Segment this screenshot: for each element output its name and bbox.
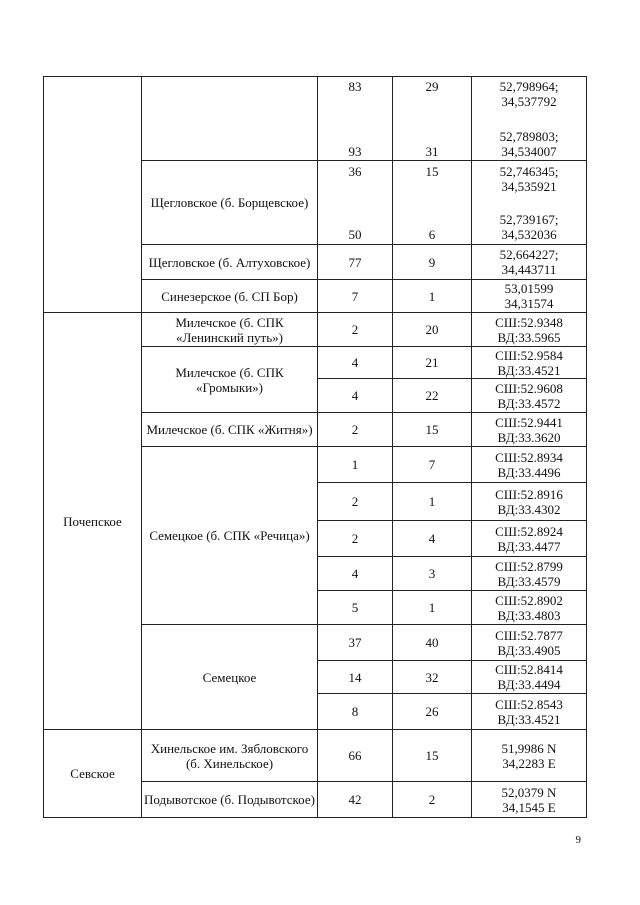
- number-cell: 15: [393, 730, 472, 782]
- coordinate-cell: 53,01599 34,31574: [472, 280, 587, 313]
- number-cell: 21: [393, 347, 472, 379]
- number-cell: 4: [318, 557, 393, 591]
- settlement-cell: Милечское (б. СПК «Громыки»): [142, 347, 318, 413]
- settlement-cell: Щегловское (б. Борщевское): [142, 161, 318, 245]
- settlement-cell: Подывотское (б. Подывотское): [142, 782, 318, 818]
- coordinate-cell: СШ:52.8543 ВД:33.4521: [472, 694, 587, 730]
- number-cell: 3: [393, 557, 472, 591]
- number-cell: 2: [318, 483, 393, 521]
- coordinate-cell: СШ:52.8934 ВД:33.4496: [472, 447, 587, 483]
- settlement-cell: Семецкое: [142, 625, 318, 730]
- coordinate-cell: СШ:52.7877 ВД:33.4905: [472, 625, 587, 661]
- coordinate-cell: 52,664227; 34,443711: [472, 245, 587, 280]
- number-cell: 7: [393, 447, 472, 483]
- number-cell: 22: [393, 379, 472, 413]
- number-cell: 2: [318, 413, 393, 447]
- number-cell: 42: [318, 782, 393, 818]
- settlement-cell: Семецкое (б. СПК «Речица»): [142, 447, 318, 625]
- table-row: [44, 313, 587, 347]
- number-cell: 77: [318, 245, 393, 280]
- settlement-cell: Милечское (б. СПК «Ленинский путь»): [142, 313, 318, 347]
- document-table: [43, 76, 587, 818]
- coordinate-cell: 51,9986 N 34,2283 E: [472, 730, 587, 782]
- coordinate-cell: СШ:52.9348 ВД:33.5965: [472, 313, 587, 347]
- number-cell: 40: [393, 625, 472, 661]
- settlement-cell: Милечское (б. СПК «Житня»): [142, 413, 318, 447]
- coordinate-cell: 52,798964; 34,537792 52,789803; 34,534007: [472, 77, 587, 161]
- table-row: [44, 730, 587, 782]
- number-cell: 5: [318, 591, 393, 625]
- number-cell: 20: [393, 313, 472, 347]
- number-cell: 4: [318, 347, 393, 379]
- number-cell: 4: [318, 379, 393, 413]
- district-cell: Севское: [44, 730, 142, 818]
- page-number: 9: [575, 834, 581, 846]
- coordinate-cell: СШ:52.8916 ВД:33.4302: [472, 483, 587, 521]
- coordinate-cell: СШ:52.8902 ВД:33.4803: [472, 591, 587, 625]
- district-cell: Почепское: [44, 313, 142, 730]
- table-row: [44, 77, 587, 161]
- number-cell: 7: [318, 280, 393, 313]
- number-cell: 9: [393, 245, 472, 280]
- number-cell: 15: [393, 413, 472, 447]
- coordinate-cell: СШ:52.9441 ВД:33.3620: [472, 413, 587, 447]
- coordinate-cell: СШ:52.9584 ВД:33.4521: [472, 347, 587, 379]
- settlement-cell: Синезерское (б. СП Бор): [142, 280, 318, 313]
- number-cell: 32: [393, 661, 472, 694]
- coordinate-cell: СШ:52.8799 ВД:33.4579: [472, 557, 587, 591]
- coordinate-cell: СШ:52.9608 ВД:33.4572: [472, 379, 587, 413]
- number-cell: 8: [318, 694, 393, 730]
- number-cell: 37: [318, 625, 393, 661]
- coordinate-cell: СШ:52.8414 ВД:33.4494: [472, 661, 587, 694]
- number-cell: 2: [393, 782, 472, 818]
- coordinate-cell: 52,746345; 34,535921 52,739167; 34,532036: [472, 161, 587, 245]
- number-cell: 1: [318, 447, 393, 483]
- number-cell: 4: [393, 521, 472, 557]
- coordinate-cell: 52,0379 N 34,1545 E: [472, 782, 587, 818]
- number-cell: 36 50: [318, 161, 393, 245]
- number-cell: 1: [393, 280, 472, 313]
- number-cell: 1: [393, 483, 472, 521]
- coordinate-cell: СШ:52.8924 ВД:33.4477: [472, 521, 587, 557]
- number-cell: 1: [393, 591, 472, 625]
- settlement-cell: [142, 77, 318, 161]
- settlement-cell: Хинельское им. Зябловского (б. Хинельское): [142, 730, 318, 782]
- number-cell: 83 93: [318, 77, 393, 161]
- number-cell: 26: [393, 694, 472, 730]
- number-cell: 14: [318, 661, 393, 694]
- number-cell: 15 6: [393, 161, 472, 245]
- number-cell: 2: [318, 313, 393, 347]
- number-cell: 29 31: [393, 77, 472, 161]
- number-cell: 2: [318, 521, 393, 557]
- number-cell: 66: [318, 730, 393, 782]
- settlement-cell: Щегловское (б. Алтуховское): [142, 245, 318, 280]
- district-cell: [44, 77, 142, 313]
